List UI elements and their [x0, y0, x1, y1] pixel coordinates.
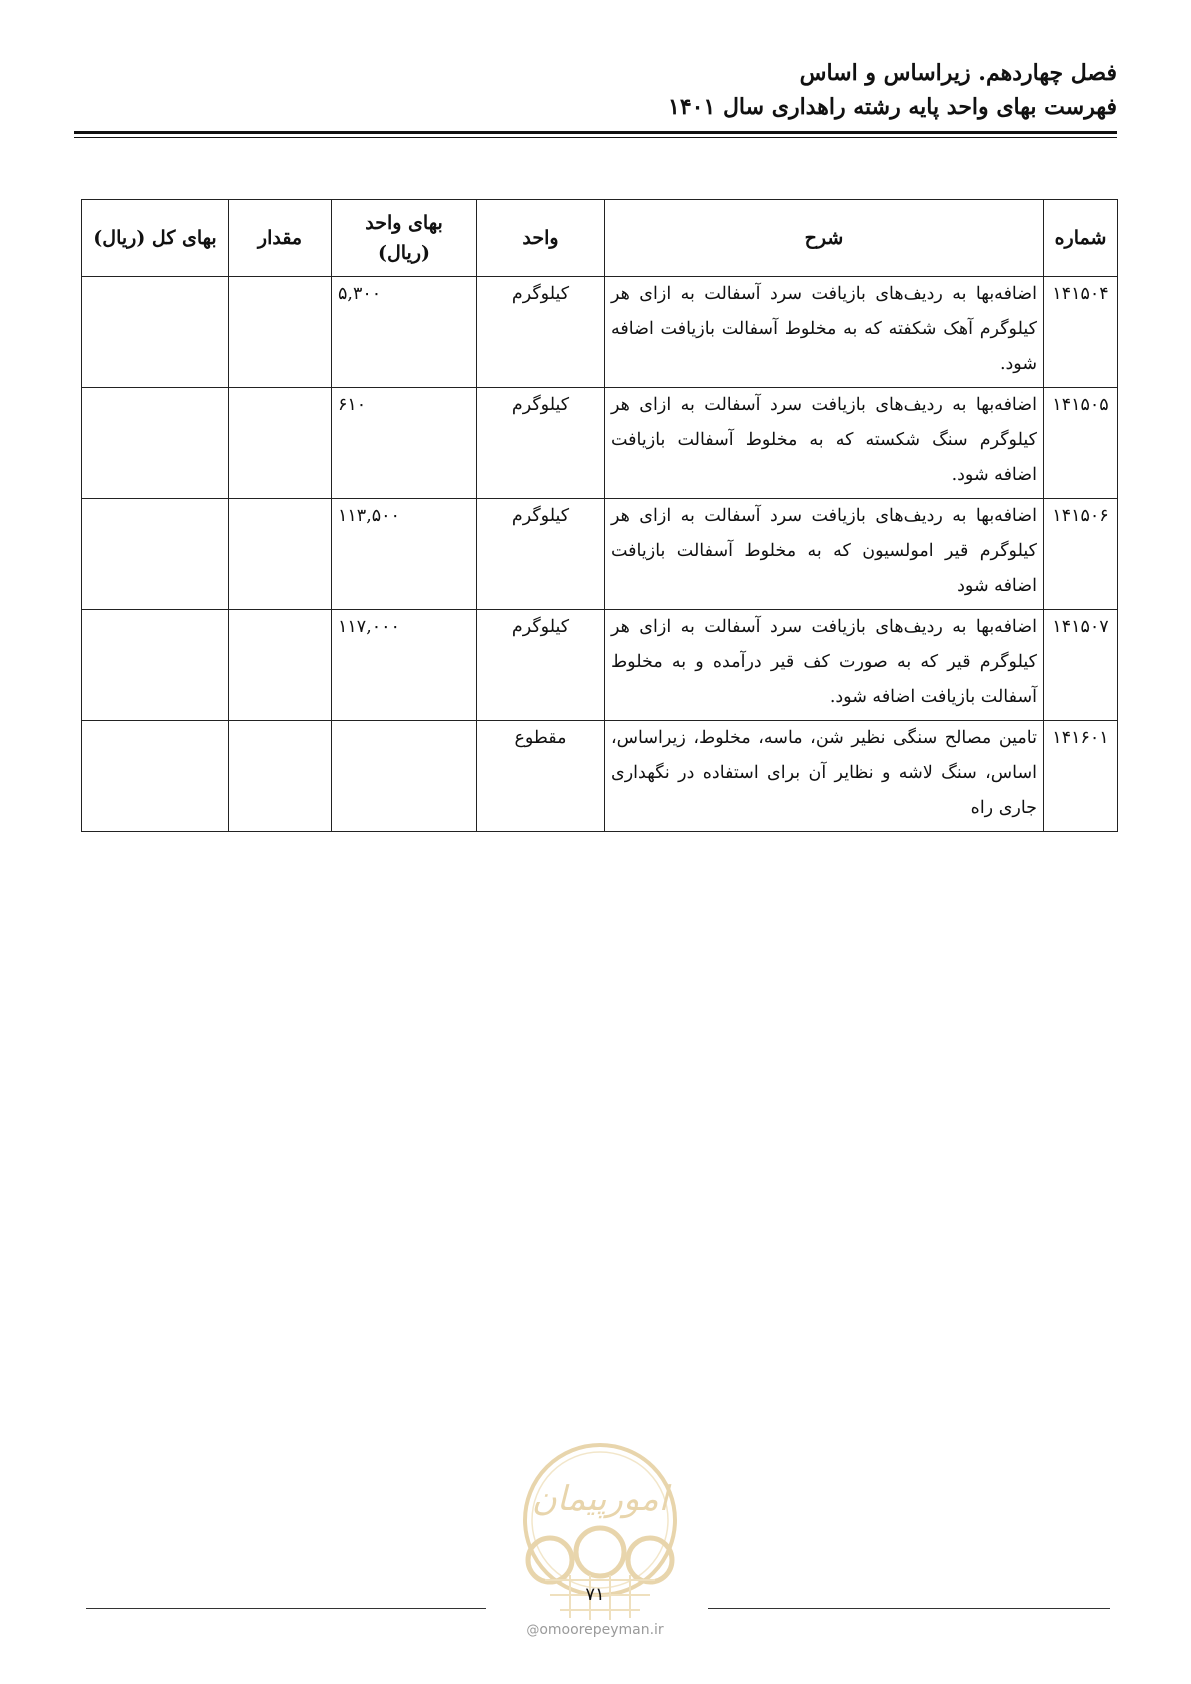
- item-quantity: [229, 388, 332, 499]
- item-total: [82, 499, 229, 610]
- header-number: شماره: [1044, 200, 1118, 277]
- item-quantity: [229, 610, 332, 721]
- header-unit: واحد: [477, 200, 605, 277]
- item-unit: مقطوع: [477, 721, 605, 832]
- header-quantity: مقدار: [229, 200, 332, 277]
- header-unit-price-currency: (ریال): [377, 242, 431, 264]
- table-row: [82, 721, 1118, 832]
- header-unit-price: [332, 200, 477, 277]
- item-total: [82, 610, 229, 721]
- item-description: اضافه‌بها به ردیف‌های بازیافت سرد آسفالت به ازای هر کیلوگرم قیر که به صورت کف قیر درآمده و به مخلوط آسفالت بازیافت اضافه شود.: [605, 610, 1044, 721]
- header-total-price: بهای کل (ریال): [82, 200, 229, 277]
- chapter-title: فصل چهاردهم. زیراساس و اساس: [799, 60, 1117, 86]
- item-unit-price: ۵,۳۰۰: [332, 277, 477, 388]
- header-unit-price-label: بهای واحد: [365, 212, 443, 234]
- item-total: [82, 388, 229, 499]
- item-unit-price: ۶۱۰: [332, 388, 477, 499]
- item-unit: کیلوگرم: [477, 388, 605, 499]
- page-header: [74, 56, 1117, 124]
- item-code: ۱۴۱۵۰۵: [1044, 388, 1118, 499]
- item-unit: کیلوگرم: [477, 499, 605, 610]
- site-watermark: [495, 1622, 695, 1638]
- item-description: اضافه‌بها به ردیف‌های بازیافت سرد آسفالت به ازای هر کیلوگرم سنگ شکسته که به مخلوط آسفالت بازیافت اضافه شود.: [605, 388, 1044, 499]
- price-list-table: [81, 199, 1118, 832]
- item-quantity: [229, 277, 332, 388]
- page-number: ۷۱: [585, 1584, 605, 1605]
- item-description: اضافه‌بها به ردیف‌های بازیافت سرد آسفالت به ازای هر کیلوگرم آهک شکفته که به مخلوط آسفالت بازیافت اضافه شود.: [605, 277, 1044, 388]
- document-title: فهرست بهای واحد پایه رشته راهداری سال ۱۴۰۱: [668, 94, 1117, 120]
- table-row: [82, 388, 1118, 499]
- item-unit-price: ۱۱۷,۰۰۰: [332, 610, 477, 721]
- item-code: ۱۴۱۶۰۱: [1044, 721, 1118, 832]
- item-total: [82, 277, 229, 388]
- table-header-row: [82, 200, 1118, 277]
- table-row: [82, 499, 1118, 610]
- item-description: تامین مصالح سنگی نظیر شن، ماسه، مخلوط، زیراساس، اساس، سنگ لاشه و نظایر آن برای استفاده در نگهداری جاری راه: [605, 721, 1044, 832]
- item-unit-price: [332, 721, 477, 832]
- footer-rule-right: [708, 1608, 1110, 1609]
- item-code: ۱۴۱۵۰۴: [1044, 277, 1118, 388]
- item-unit-price: ۱۱۳,۵۰۰: [332, 499, 477, 610]
- item-total: [82, 721, 229, 832]
- item-quantity: [229, 499, 332, 610]
- header-rule-thick: [74, 131, 1117, 134]
- item-unit: کیلوگرم: [477, 610, 605, 721]
- header-rule-thin: [74, 137, 1117, 138]
- item-quantity: [229, 721, 332, 832]
- header-description: شرح: [605, 200, 1044, 277]
- footer-rule-left: [86, 1608, 486, 1609]
- item-code: ۱۴۱۵۰۶: [1044, 499, 1118, 610]
- item-description: اضافه‌بها به ردیف‌های بازیافت سرد آسفالت به ازای هر کیلوگرم قیر امولسیون که به مخلوط آسفالت بازیافت اضافه شود: [605, 499, 1044, 610]
- item-unit: کیلوگرم: [477, 277, 605, 388]
- at-icon: @: [526, 1623, 540, 1638]
- table-row: [82, 610, 1118, 721]
- table-row: [82, 277, 1118, 388]
- item-code: ۱۴۱۵۰۷: [1044, 610, 1118, 721]
- site-url: omoorepeyman.ir: [539, 1622, 664, 1638]
- logo-text: امورپیمان: [531, 1479, 669, 1519]
